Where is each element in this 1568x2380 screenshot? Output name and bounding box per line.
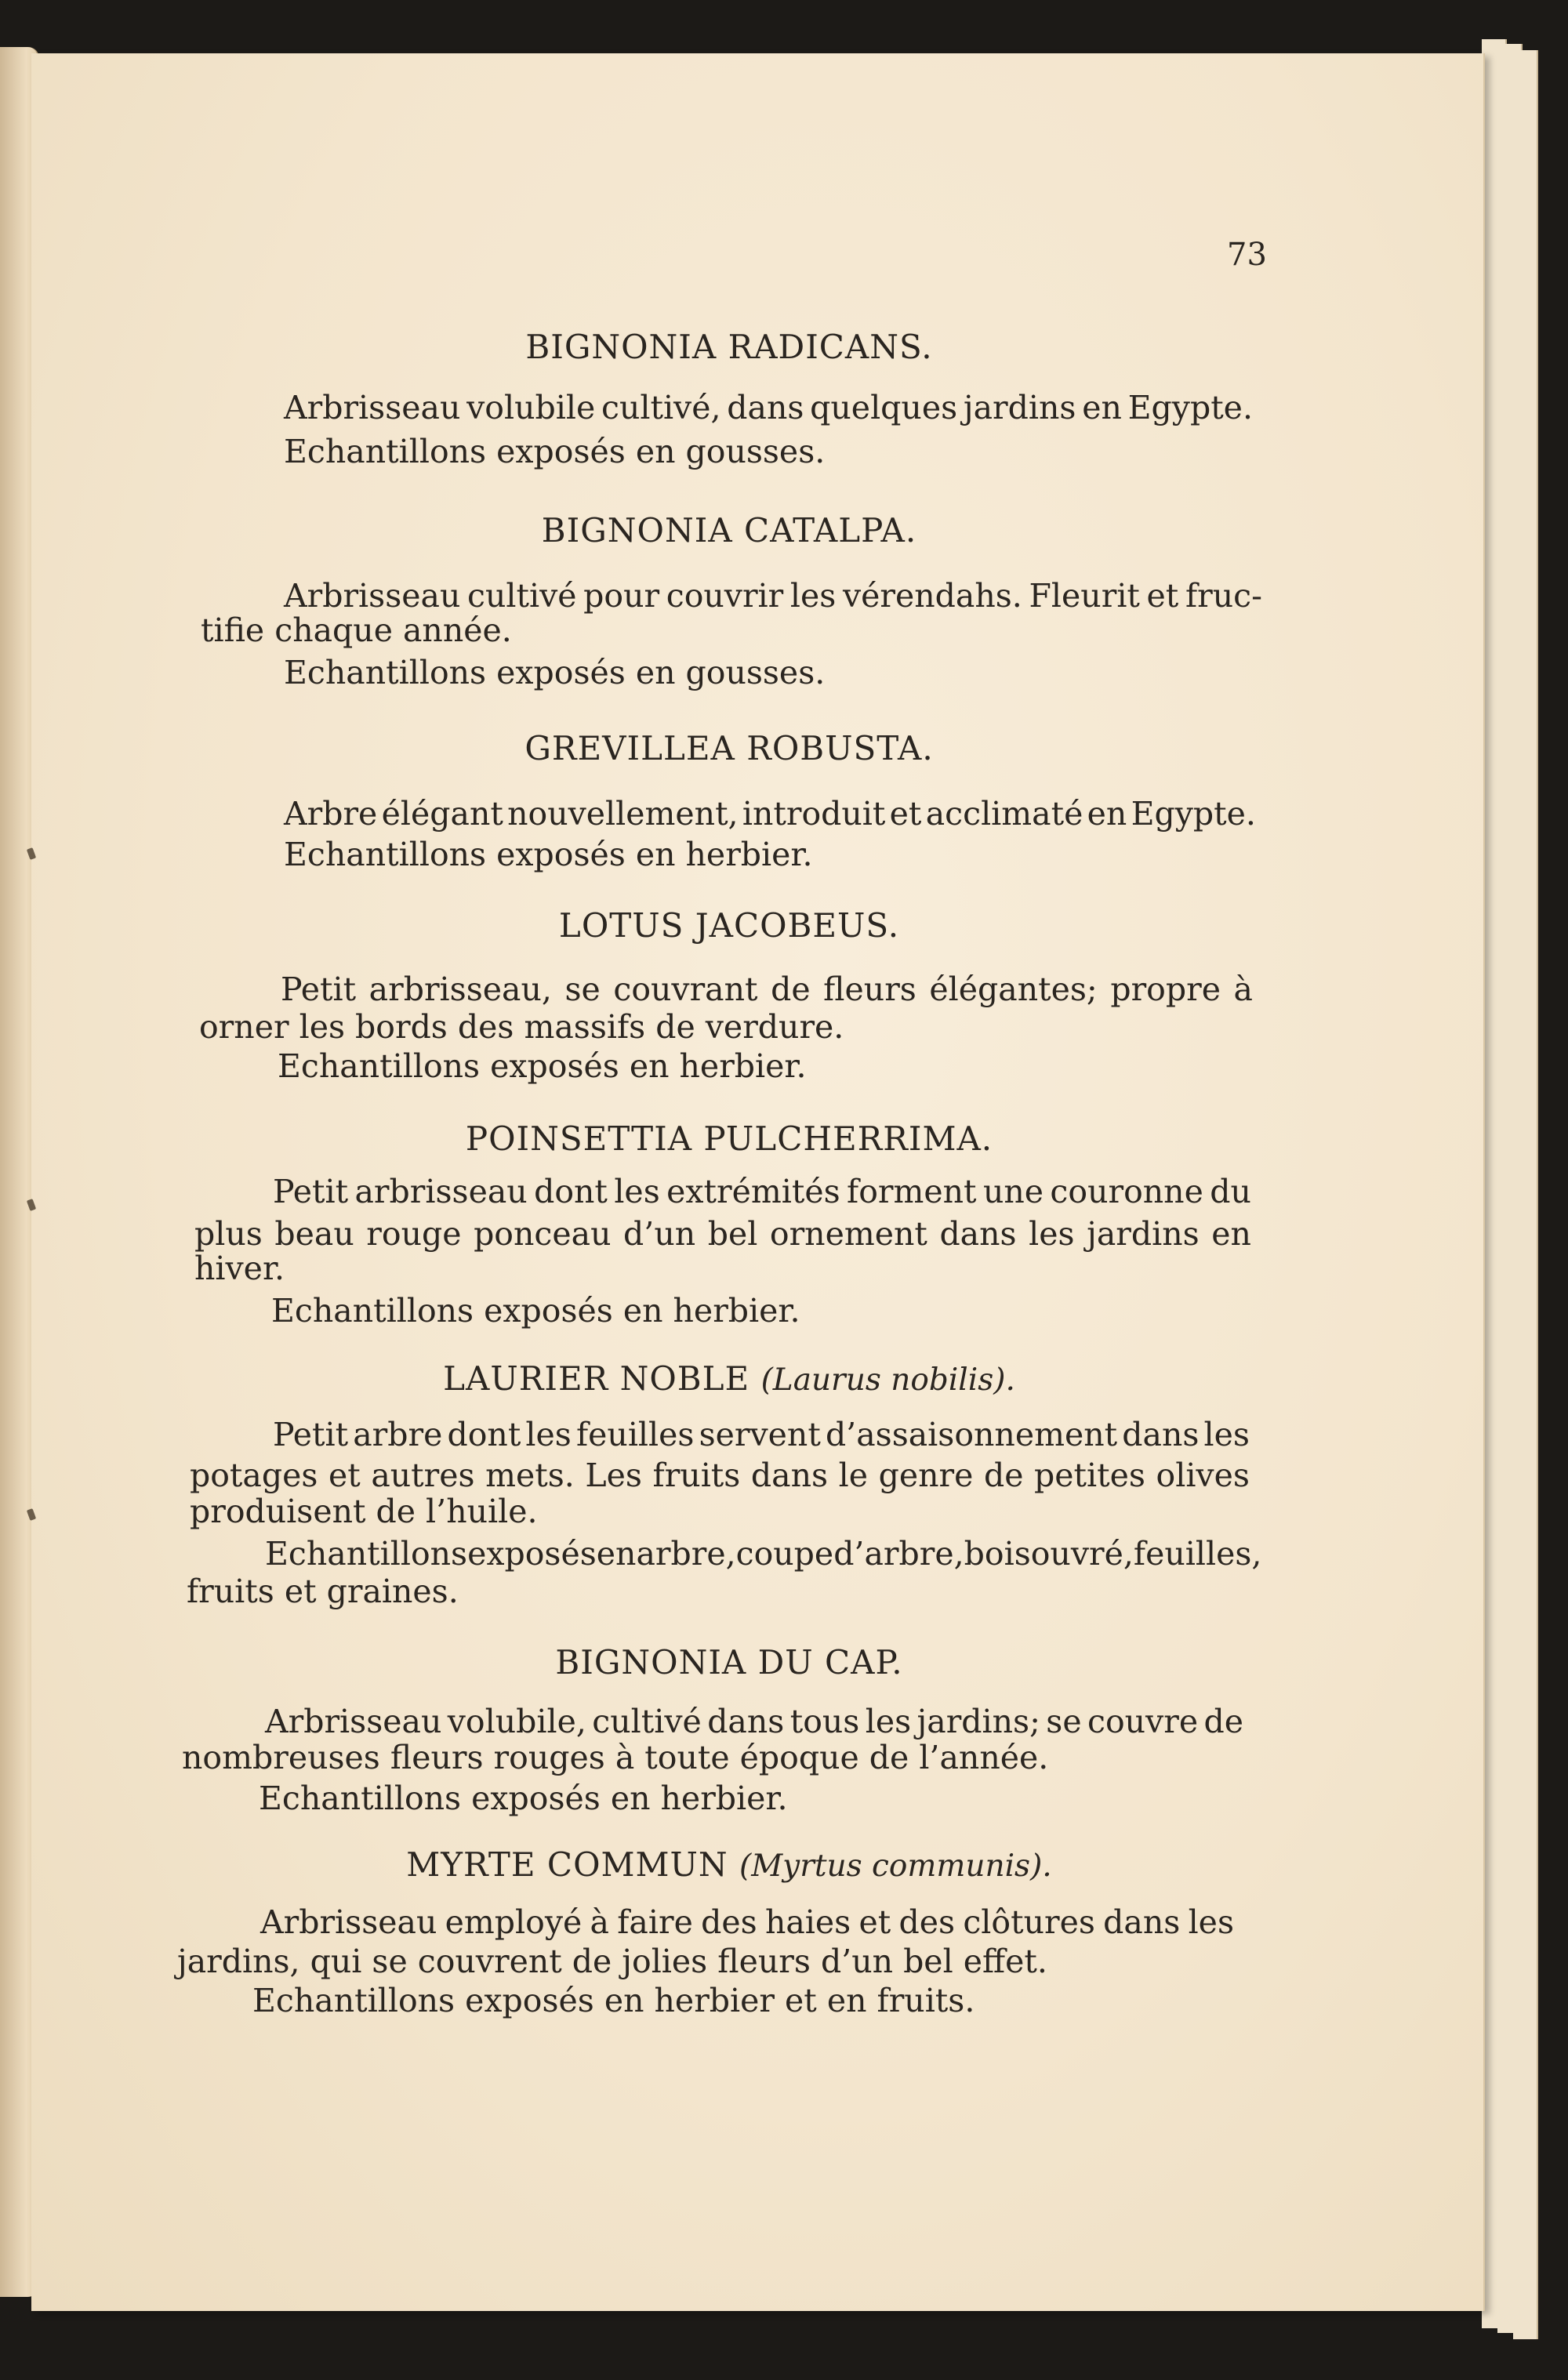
- text-line: Echantillons exposés en gousses.: [284, 654, 826, 691]
- text-line: produisent de l’huile.: [190, 1493, 538, 1530]
- text-line: Petit arbrisseau dont les extrémités forment une couronne du: [273, 1173, 1251, 1210]
- text-line: Arbrisseau volubile, cultivé dans tous les jardins; se couvre de: [265, 1703, 1243, 1740]
- text-line: orner les bords des massifs de verdure.: [199, 1008, 844, 1046]
- section-title-latin: (Laurus nobilis).: [760, 1362, 1015, 1398]
- section-title: [220, 1845, 1239, 1884]
- text-line: Echantillons exposés en herbier.: [271, 1292, 800, 1330]
- section-title-text: LAURIER NOBLE: [443, 1359, 750, 1398]
- text-line: Echantillons exposés en herbier.: [259, 1780, 788, 1817]
- section-title: BIGNONIA RADICANS.: [525, 328, 933, 366]
- text-line: hiver.: [194, 1250, 285, 1287]
- text-line: Echantillons exposés en herbier.: [284, 836, 813, 873]
- section-title: BIGNONIA CATALPA.: [541, 511, 917, 550]
- page-number: 73: [1227, 237, 1267, 273]
- text-line: fruits et graines.: [187, 1573, 459, 1610]
- text-line: Echantillons exposés en herbier.: [278, 1047, 807, 1085]
- text-line: jardins, qui se couvrent de jolies fleurs d’un bel effet.: [177, 1943, 1047, 1980]
- section-title: GREVILLEA ROBUSTA.: [524, 729, 934, 767]
- text-line: Echantillons exposés en gousses.: [284, 433, 826, 470]
- text-line: Arbrisseau cultivé pour couvrir les vérendahs. Fleurit et fruc-: [284, 577, 1262, 615]
- section-title: BIGNONIA DU CAP.: [555, 1643, 903, 1682]
- section-title: [220, 1359, 1239, 1398]
- text-line: Petit arbre dont les feuilles servent d’assaisonnement dans les: [273, 1416, 1250, 1453]
- section-title-latin: (Myrtus communis).: [739, 1848, 1052, 1884]
- text-line: Petit arbrisseau, se couvrant de fleurs élégantes; propre à: [281, 971, 1253, 1008]
- text-line: nombreuses fleurs rouges à toute époque de l’année.: [182, 1739, 1049, 1776]
- section-title: POINSETTIA PULCHERRIMA.: [465, 1119, 993, 1158]
- text-line: Arbre élégant nouvellement, introduit et acclimaté en Egypte.: [284, 795, 1256, 833]
- text-line: Arbrisseau volubile cultivé, dans quelques jardins en Egypte.: [284, 389, 1253, 426]
- text-line: potages et autres mets. Les fruits dans le genre de petites olives: [190, 1457, 1250, 1494]
- section-title: LOTUS JACOBEUS.: [558, 906, 900, 945]
- text-line: Echantillons exposés en arbre, coupe d’arbre, bois ouvré, feuilles,: [265, 1535, 1262, 1573]
- section-title-text: MYRTE COMMUN: [406, 1845, 728, 1884]
- text-line: plus beau rouge ponceau d’un bel ornement dans les jardins en: [194, 1215, 1251, 1253]
- text-line: Arbrisseau employé à faire des haies et des clôtures dans les: [260, 1903, 1234, 1941]
- text-line: Echantillons exposés en herbier et en fruits.: [252, 1982, 975, 2019]
- text-line: tifie chaque année.: [201, 611, 512, 649]
